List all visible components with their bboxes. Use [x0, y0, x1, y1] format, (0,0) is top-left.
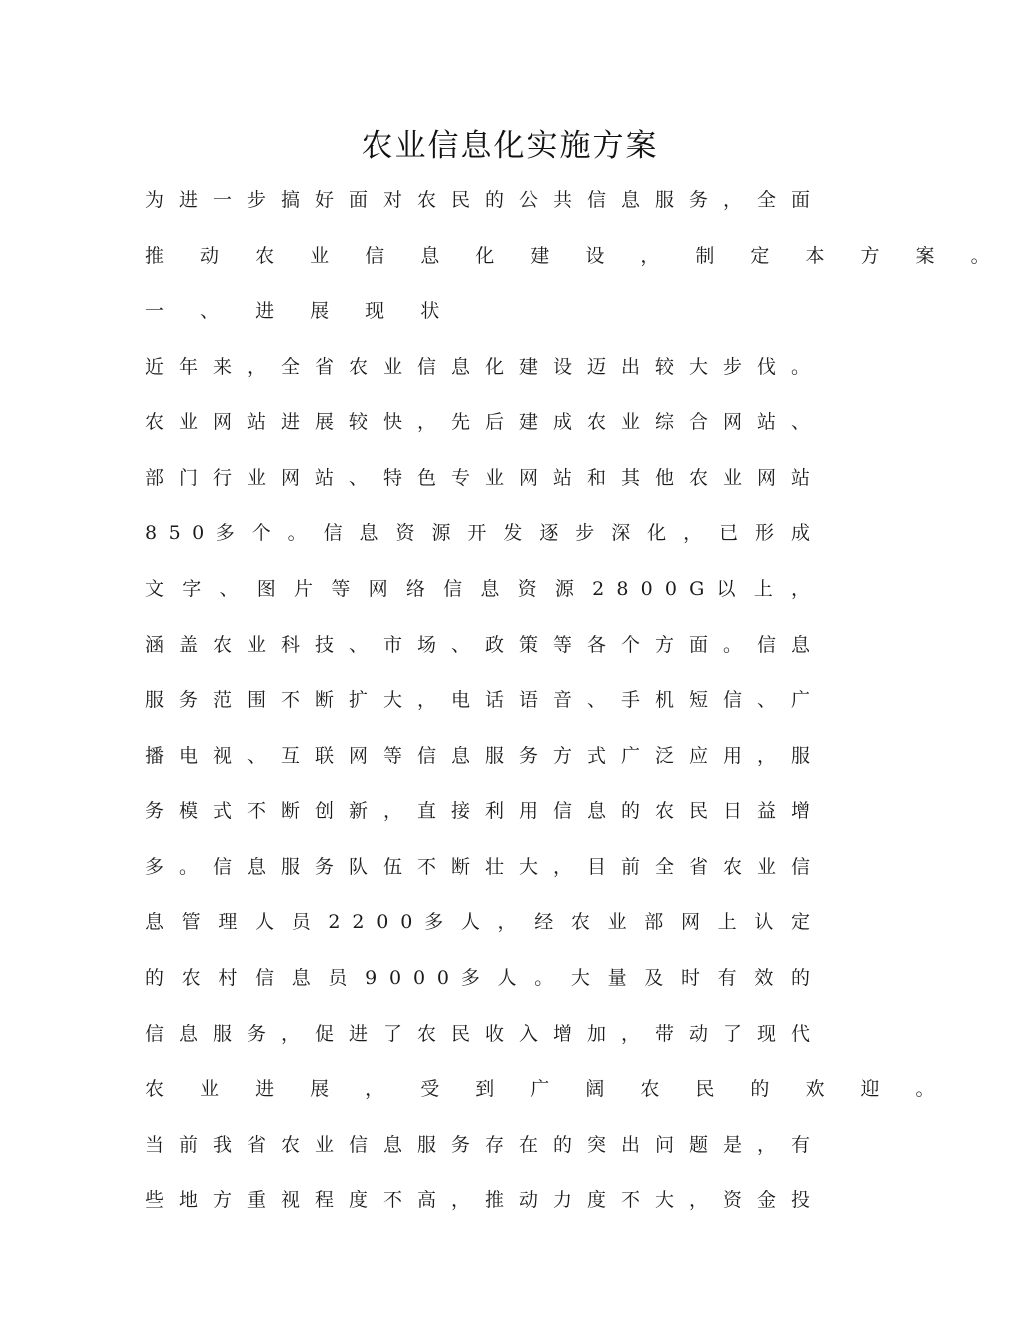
body-line: 多 。 信 息 服 务 队 伍 不 断 壮 大 ， 目 前 全 省 农 业 信	[145, 856, 810, 878]
body-line: 文 字 、 图 片 等 网 络 信 息 资 源 2 8 0 0 G 以 上 ，	[145, 578, 810, 600]
body-line: 些 地 方 重 视 程 度 不 高 ， 推 动 力 度 不 大 ， 资 金 投	[145, 1189, 810, 1211]
body-line: 播 电 视 、 互 联 网 等 信 息 服 务 方 式 广 泛 应 用 ， 服	[145, 745, 810, 767]
section-heading: 一 、 进 展 现 状	[145, 300, 455, 322]
document-title: 农业信息化实施方案	[361, 128, 659, 164]
body-line: 服 务 范 围 不 断 扩 大 ， 电 话 语 音 、 手 机 短 信 、 广	[145, 689, 810, 711]
body-line: 涵 盖 农 业 科 技 、 市 场 、 政 策 等 各 个 方 面 。 信 息	[145, 634, 810, 656]
body-line: 近 年 来 ， 全 省 农 业 信 息 化 建 设 迈 出 较 大 步 伐 。	[145, 356, 810, 378]
body-line: 信 息 服 务 ， 促 进 了 农 民 收 入 增 加 ， 带 动 了 现 代	[145, 1023, 810, 1045]
body-line: 8 5 0 多 个 。 信 息 资 源 开 发 逐 步 深 化 ， 已 形 成	[145, 522, 810, 544]
body-line: 为 进 一 步 搞 好 面 对 农 民 的 公 共 信 息 服 务 ， 全 面	[145, 189, 810, 211]
body-line: 部 门 行 业 网 站 、 特 色 专 业 网 站 和 其 他 农 业 网 站	[145, 467, 810, 489]
body-line: 当 前 我 省 农 业 信 息 服 务 存 在 的 突 出 问 题 是 ， 有	[145, 1134, 810, 1156]
body-line: 农 业 网 站 进 展 较 快 ， 先 后 建 成 农 业 综 合 网 站 、	[145, 411, 810, 433]
body-line: 务 模 式 不 断 创 新 ， 直 接 利 用 信 息 的 农 民 日 益 增	[145, 800, 810, 822]
body-line: 息 管 理 人 员 2 2 0 0 多 人 ， 经 农 业 部 网 上 认 定	[145, 911, 810, 933]
body-line: 的 农 村 信 息 员 9 0 0 0 多 人 。 大 量 及 时 有 效 的	[145, 967, 810, 989]
body-line: 推 动 农 业 信 息 化 建 设 ， 制 定 本 方 案 。	[145, 245, 1005, 267]
body-line: 农 业 进 展 ， 受 到 广 阔 农 民 的 欢 迎 。	[145, 1078, 950, 1100]
